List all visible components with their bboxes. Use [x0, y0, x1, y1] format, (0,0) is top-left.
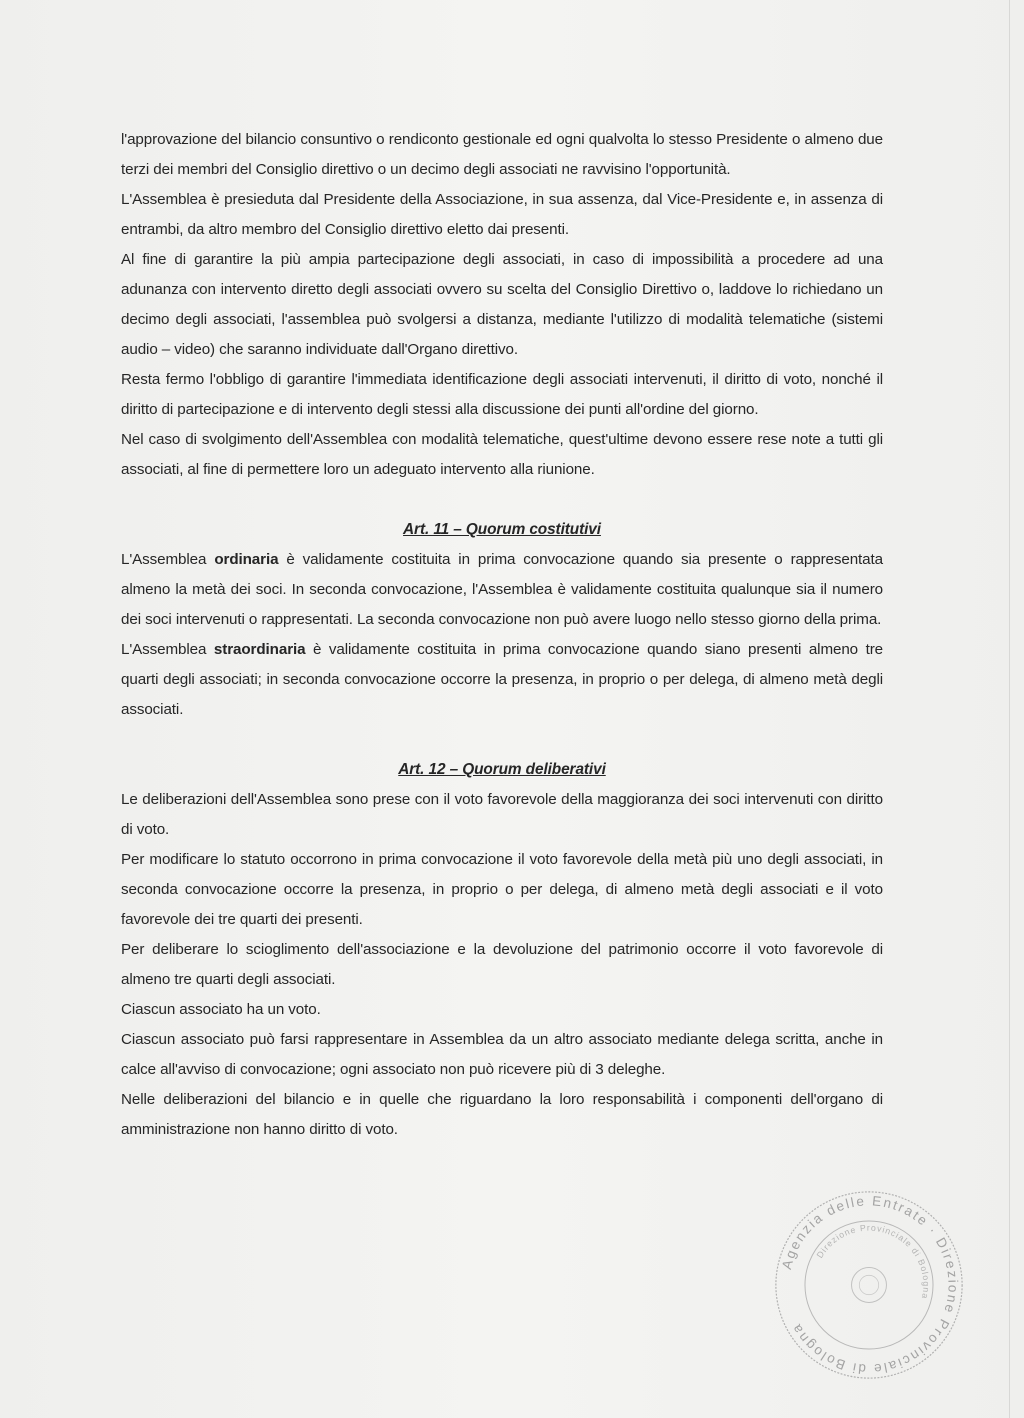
paragraph: Le deliberazioni dell'Assemblea sono prese con il voto favorevole della maggioranza dei soci intervenuti con diritto di voto.: [121, 791, 883, 838]
bold-term-straordinaria: straordinaria: [213, 641, 306, 658]
document-body: [121, 125, 883, 1145]
bold-term-ordinaria: ordinaria: [214, 551, 279, 568]
art-11-paragraph-ordinaria: [121, 545, 883, 635]
paragraph: Per modificare lo statuto occorrono in prima convocazione il voto favorevole della metà più uno degli associati, in seconda convocazione occorre la presenza, in proprio o per delega, di almeno metà degli associati e il voto favorevole dei tre quarti dei presenti.: [121, 851, 883, 928]
paragraph: Al fine di garantire la più ampia partecipazione degli associati, in caso di impossibilità a procedere ad una adunanza con intervento diretto degli associati ovvero su scelta del Consiglio Direttivo o, laddove lo richiedano un decimo degli associati, l'assemblea può svolgersi a distanza, mediante l'utilizzo di modalità telematiche (sistemi audio – video) che saranno individuate dall'Organo direttivo.: [121, 251, 883, 358]
stamp-emblem: [852, 1268, 887, 1303]
paragraph: Resta fermo l'obbligo di garantire l'immediata identificazione degli associati intervenuti, il diritto di voto, nonché il diritto di partecipazione e di intervento degli stessi alla discussione dei punti all'ordine del giorno.: [121, 371, 883, 418]
official-stamp: [772, 1188, 966, 1382]
art-12-heading: Art. 12 – Quorum deliberativi: [398, 761, 606, 778]
stamp-inner-ring: [805, 1221, 933, 1349]
stamp-outer-text: Agenzia delle Entrate · Direzione Provinciale di Bologna: [779, 1193, 961, 1377]
paragraph: L'Assemblea è presieduta dal Presidente della Associazione, in sua assenza, dal Vice-Presidente e, in assenza di entrambi, da altro membro del Consiglio direttivo eletto dai presenti.: [121, 191, 883, 238]
paragraph: Per deliberare lo scioglimento dell'associazione e la devoluzione del patrimonio occorre il voto favorevole di almeno tre quarti degli associati.: [121, 941, 883, 988]
paragraph: Nel caso di svolgimento dell'Assemblea con modalità telematiche, quest'ultime devono essere rese note a tutti gli associati, al fine di permettere loro un adeguato intervento alla riunione.: [121, 431, 883, 478]
page-edge: [1009, 0, 1010, 1418]
text-run: è validamente costituita in prima convocazione quando sia presente o rappresentata almeno la metà dei soci. In seconda convocazione, l'Assemblea è validamente costituita qualunque sia il numero dei soci intervenuti o rappresentati. La seconda convocazione non può avere luogo nello stesso giorno della prima.: [121, 551, 883, 628]
text-run: L'Assemblea: [121, 551, 215, 568]
paragraph: l'approvazione del bilancio consuntivo o rendiconto gestionale ed ogni qualvolta lo stesso Presidente o almeno due terzi dei membri del Consiglio direttivo o un decimo degli associati ne ravvisino l'opportunità.: [121, 131, 883, 178]
text-run: L'Assemblea: [121, 641, 214, 658]
art-11-heading: Art. 11 – Quorum costitutivi: [403, 521, 601, 538]
paragraph: Ciascun associato ha un voto.: [121, 1001, 321, 1018]
stamp-outer-ring: [776, 1192, 962, 1378]
text-run: è validamente costituita in prima convocazione quando siano presenti almeno tre quarti degli associati; in seconda convocazione occorre la presenza, in proprio o per delega, di almeno metà degli associati.: [121, 641, 883, 718]
paragraph: Nelle deliberazioni del bilancio e in quelle che riguardano la loro responsabilità i componenti dell'organo di amministrazione non hanno diritto di voto.: [121, 1091, 883, 1138]
stamp-inner-text: Direzione Provinciale di Bologna: [814, 1222, 932, 1301]
paragraph: Ciascun associato può farsi rappresentare in Assemblea da un altro associato mediante delega scritta, anche in calce all'avviso di convocazione; ogni associato non può ricevere più di 3 deleghe.: [121, 1031, 883, 1078]
art-11-paragraph-straordinaria: [121, 635, 883, 725]
stamp-emblem-core: [859, 1275, 878, 1294]
